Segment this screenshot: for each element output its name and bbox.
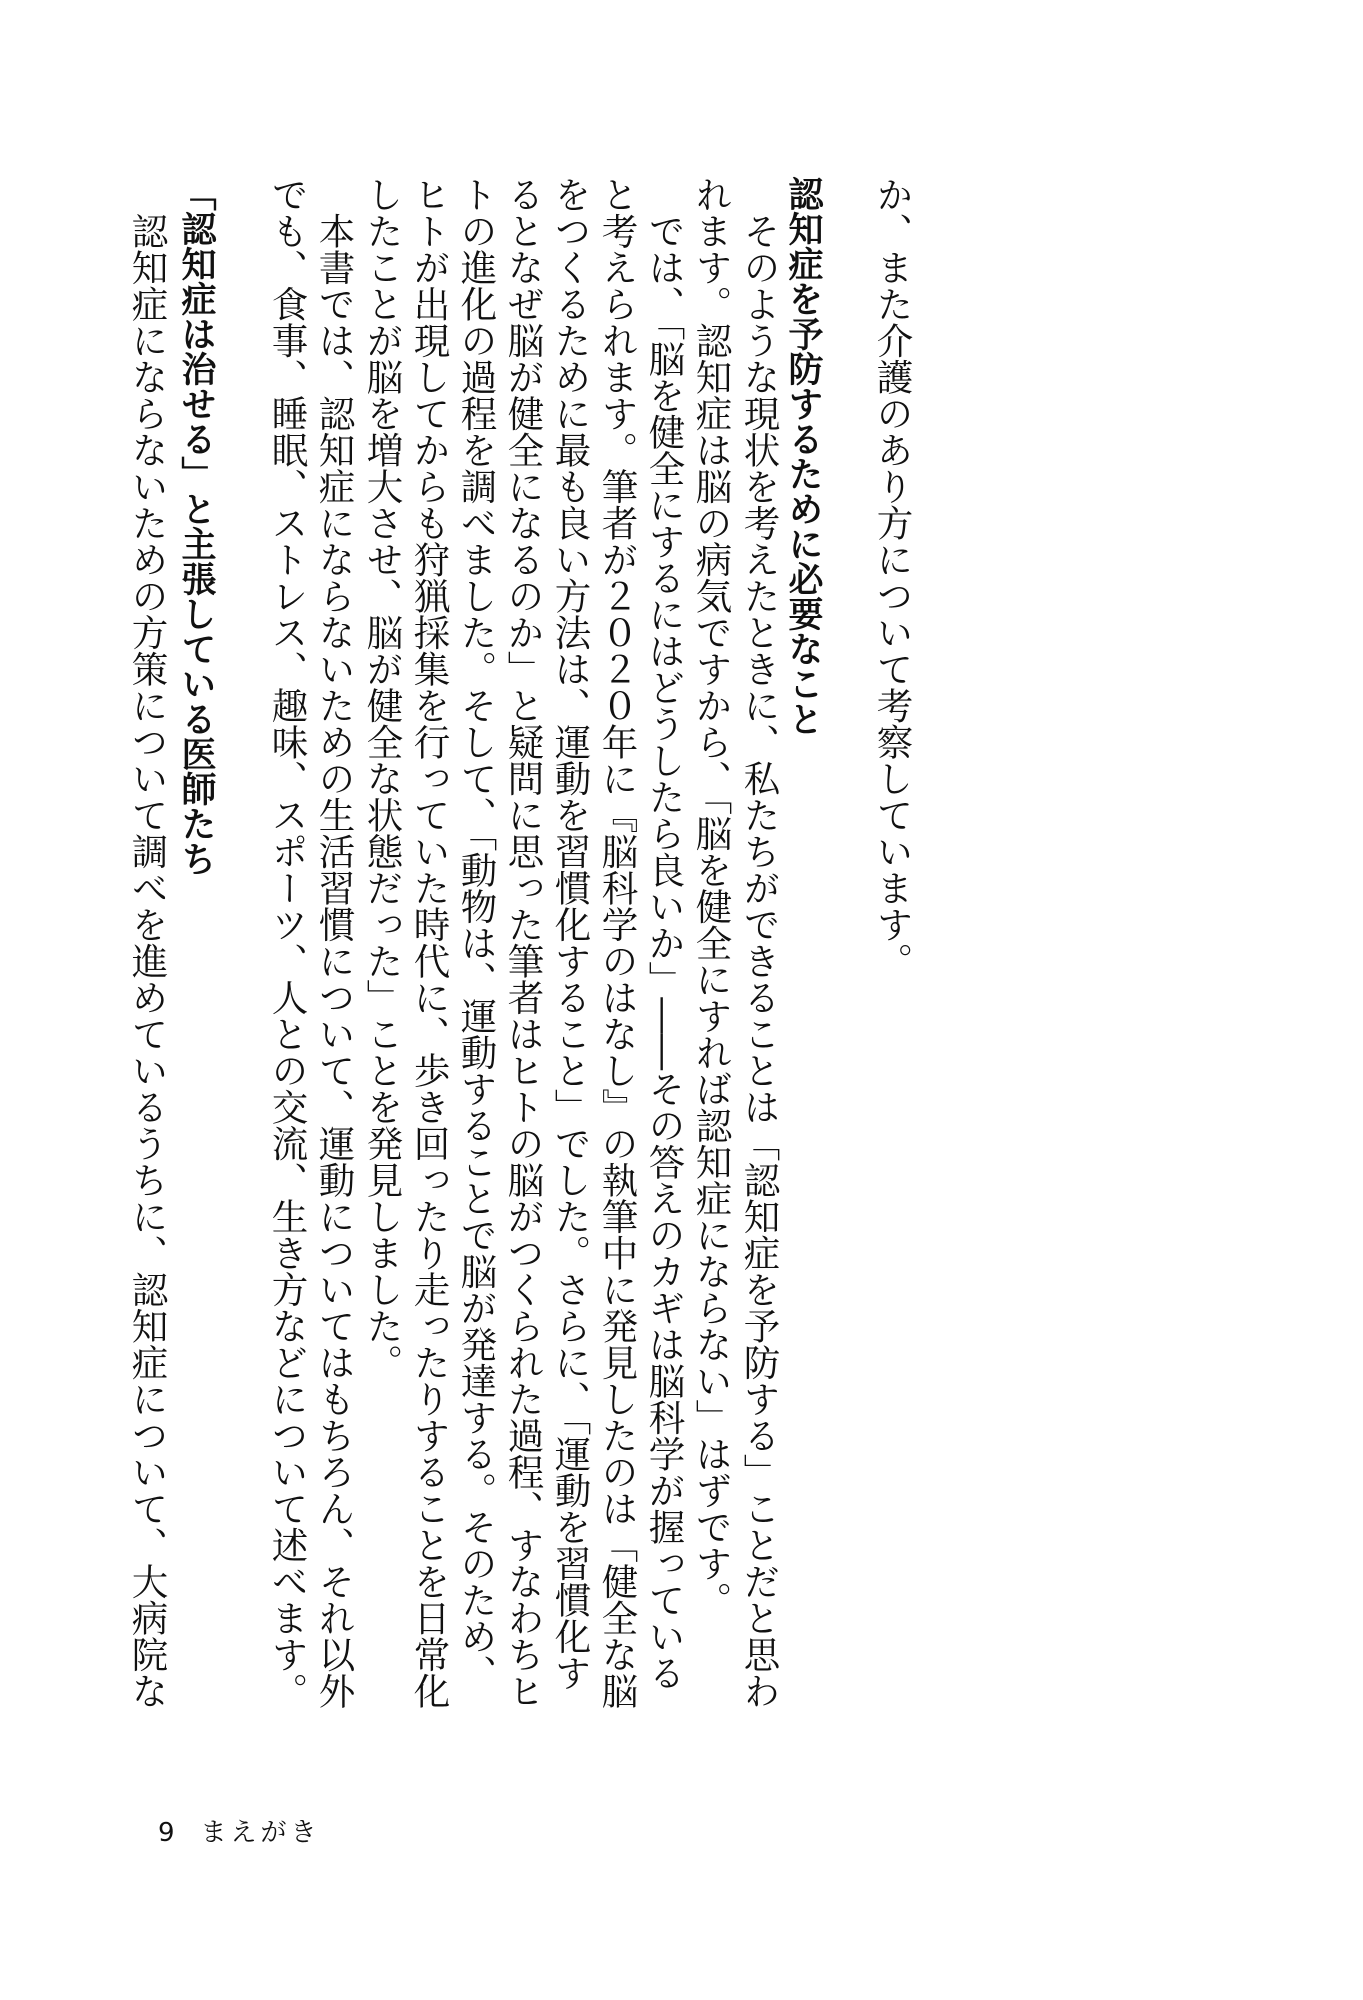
section-heading-prevention: 認知症を予防するために必要なこと xyxy=(783,176,823,736)
text-column-7: をつくるために最も良い方法は、運動を習慣化すること」でした。さらに、「運動を習慣化す xyxy=(549,176,592,1691)
text-column-11: したことが脳を増大させ、脳が健全な状態だった」ことを発見しました。 xyxy=(361,176,404,1381)
text-column-4: れます。認知症は脳の病気ですから、「脳を健全にすれば認知症にならない」はずです。 xyxy=(690,176,733,1618)
text-column-1: か、また介護のあり方について考察しています。 xyxy=(871,176,914,979)
text-column-6: と考えられます。筆者が２０２０年に『脳科学のはなし』の執筆中に発見したのは「健全な脳 xyxy=(596,176,639,1709)
text-column-3: そのような現状を考えたときに、私たちができることは「認知症を予防する」ことだと思わ xyxy=(738,176,781,1709)
page-footer xyxy=(158,1812,321,1849)
text-column-5: では、「脳を健全にするにはどうしたら良いか」――その答えのカギは脳科学が握っている xyxy=(643,176,686,1691)
text-column-9: トの進化の過程を調べました。そして、「動物は、運動することで脳が発達する。そのため、 xyxy=(455,176,498,1691)
text-column-15: 認知症にならないための方策について調べを進めているうちに、認知症について、大病院な xyxy=(126,176,169,1709)
chapter-title: まえがき xyxy=(200,1818,321,1848)
page-number: 9 xyxy=(158,1818,175,1848)
text-column-10: ヒトが出現してからも狩猟採集を行っていた時代に、歩き回ったり走ったりすることを日常化 xyxy=(408,176,451,1709)
section-heading-doctors: 「認知症は治せる」と主張している医師たち xyxy=(176,176,216,876)
text-column-12: 本書では、認知症にならないための生活習慣について、運動についてはもちろん、それ以外 xyxy=(313,176,356,1709)
text-column-8: るとなぜ脳が健全になるのか」と疑問に思った筆者はヒトの脳がつくられた過程、すなわちヒ xyxy=(502,176,545,1709)
text-column-13: でも、食事、睡眠、ストレス、趣味、スポーツ、人との交流、生き方などについて述べます。 xyxy=(266,176,309,1709)
